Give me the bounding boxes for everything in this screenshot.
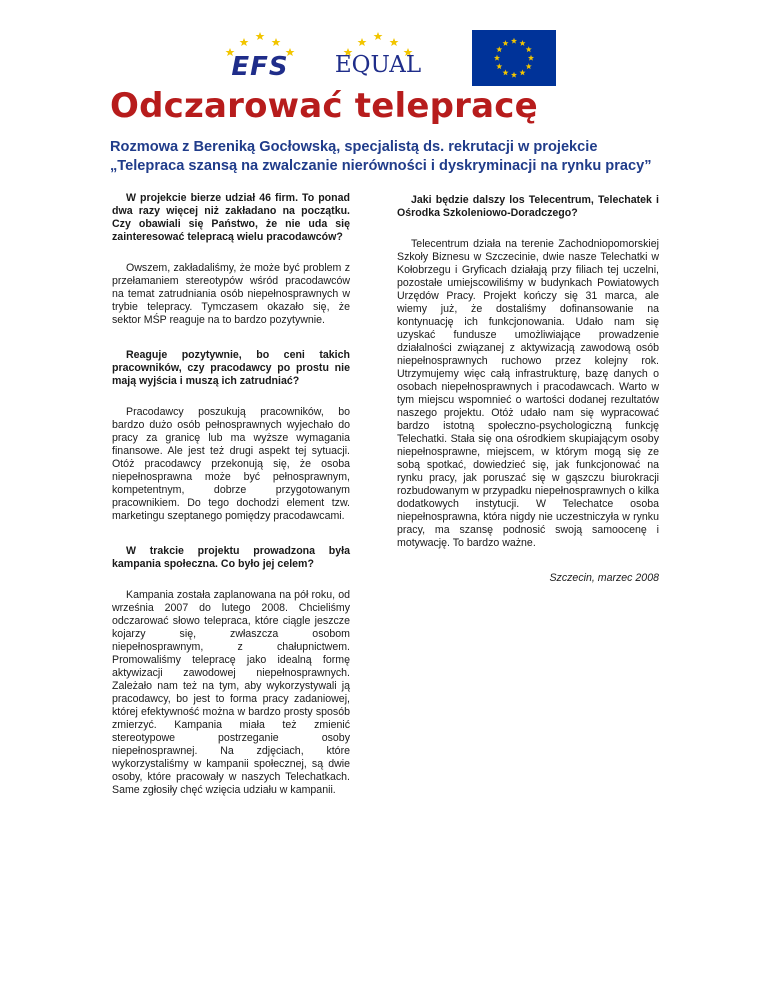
efs-logo — [210, 28, 310, 80]
left-column — [112, 192, 350, 819]
eu-flag-icon — [472, 30, 556, 86]
interview-question: W trakcie projektu prowadzona była kampania społeczna. Co było jej celem? — [112, 545, 350, 570]
interview-answer: Pracodawcy poszukują pracowników, bo bardzo dużo osób pełnosprawnych wyjechało do pracy za granicę lub ma wyższe wymagania finansowe. Ale jest też drugi aspekt tej sytuacji. Otóż pracodawcy przekonują się, że osoba niepełnosprawna może być pełnosprawnym, kompetentnym, dobrze przygotowanym pracownikiem. Do tego dochodzi element tzw. marketingu szeptanego pomiędzy pracodawcami. — [112, 406, 350, 522]
interview-answer: Owszem, zakładaliśmy, że może być problem z przełamaniem stereotypów wśród pracodawców na temat zatrudniania osób niepełnosprawnych w trybie telepracy. Tymczasem okazało się, że sektor MŚP reaguje na to bardzo pozytywnie. — [112, 262, 350, 326]
article-headline: Odczarować telepracę — [110, 86, 538, 126]
interview-question: Reaguje pozytywnie, bo ceni takich pracowników, czy pracodawcy po prostu nie mają wyjścia i muszą ich zatrudniać? — [112, 349, 350, 387]
interview-answer: Kampania została zaplanowana na pół roku, od września 2007 do lutego 2008. Chcieliśmy odczarować słowo telepraca, które ciągle jeszcze kojarzy się, zwłaszcza osobom niepełnosprawnym, z chałupnictwem. Promowaliśmy telepracę jako idealną formę aktywizacji zawodowej niepełnosprawnych. Zależało nam też na tym, aby wykorzystywali ją pracodawcy, bo jest to forma pracy zadaniowej, której efektywność można w bardzo prosty sposób zmierzyć. Kampania miała też zmienić stereotypowe postrzeganie osoby niepełnosprawnej. Na zdjęciach, które wykorzystaliśmy w kampanii społecznej, są dwie osoby, które pracowały w naszych Telechatkach. Same zgłosiły chęć wzięcia udziału w kampanii. — [112, 589, 350, 796]
equal-logo — [328, 28, 428, 80]
interview-question: W projekcie bierze udział 46 firm. To ponad dwa razy więcej niż zakładano na początku. Czy obawiali się Państwo, że nie uda się zainteresować telepracą wielu pracodawców? — [112, 192, 350, 243]
place-date-signature: Szczecin, marzec 2008 — [549, 572, 659, 584]
interview-question: Jaki będzie dalszy los Telecentrum, Telechatek i Ośrodka Szkoleniowo-Doradczego? — [397, 194, 659, 219]
right-column — [397, 194, 659, 585]
article-lead: Rozmowa z Bereniką Gocłowską, specjalistą ds. rekrutacji w projekcie „Telepraca szansą na zwalczanie nierówności i dyskryminacji na rynku pracy” — [110, 139, 652, 174]
efs-logo-text: EFS — [231, 52, 289, 82]
interview-answer: Telecentrum działa na terenie Zachodniopomorskiej Szkoły Biznesu w Szczecinie, dwie nasze Telechatki w Kołobrzegu i Gryficach działają przy filiach tej uczelni, pozostałe umiejscowiliśmy w budynkach Powiatowych Urzędów Pracy. Projekt kończy się 31 marca, ale wiemy już, że dostaliśmy dofinansowanie na kontynuację ich funkcjonowania. Udało nam się uzyskać fundusze umożliwiające prowadzenie działalności związanej z aktywizacją zawodową osób niepełnosprawnych ruchowo przez kolejny rok. Utrzymujemy więc całą infrastrukturę, bazę danych o osobach niepełnosprawnych i pracodawcach. Warto w tym miejscu wspomnieć o wartości dodanej rezultatów naszego projektu. Otóż udało nam się wypracować bardzo istotną społeczno-psychologiczną funkcję Telechatki. Stała się ona ośrodkiem skupiającym osoby niepełnosprawne, miejscem, w którym mogą się ze sobą spotkać, dowiedzieć się, jak funkcjonować na rynku pracy, jak poruszać się w gąszczu biurokracji rozbudowanym w przypadku niepełnosprawnych o kilka dodatkowych instytucji. W Telechatce osoba niepełnosprawna, która nigdy nie uczestniczyła w rynku pracy, ma szansę podnosić swoją samoocenę i motywację. To bardzo ważne. — [397, 238, 659, 549]
logo-bar — [210, 28, 550, 88]
equal-logo-text: EQUAL — [334, 52, 422, 78]
